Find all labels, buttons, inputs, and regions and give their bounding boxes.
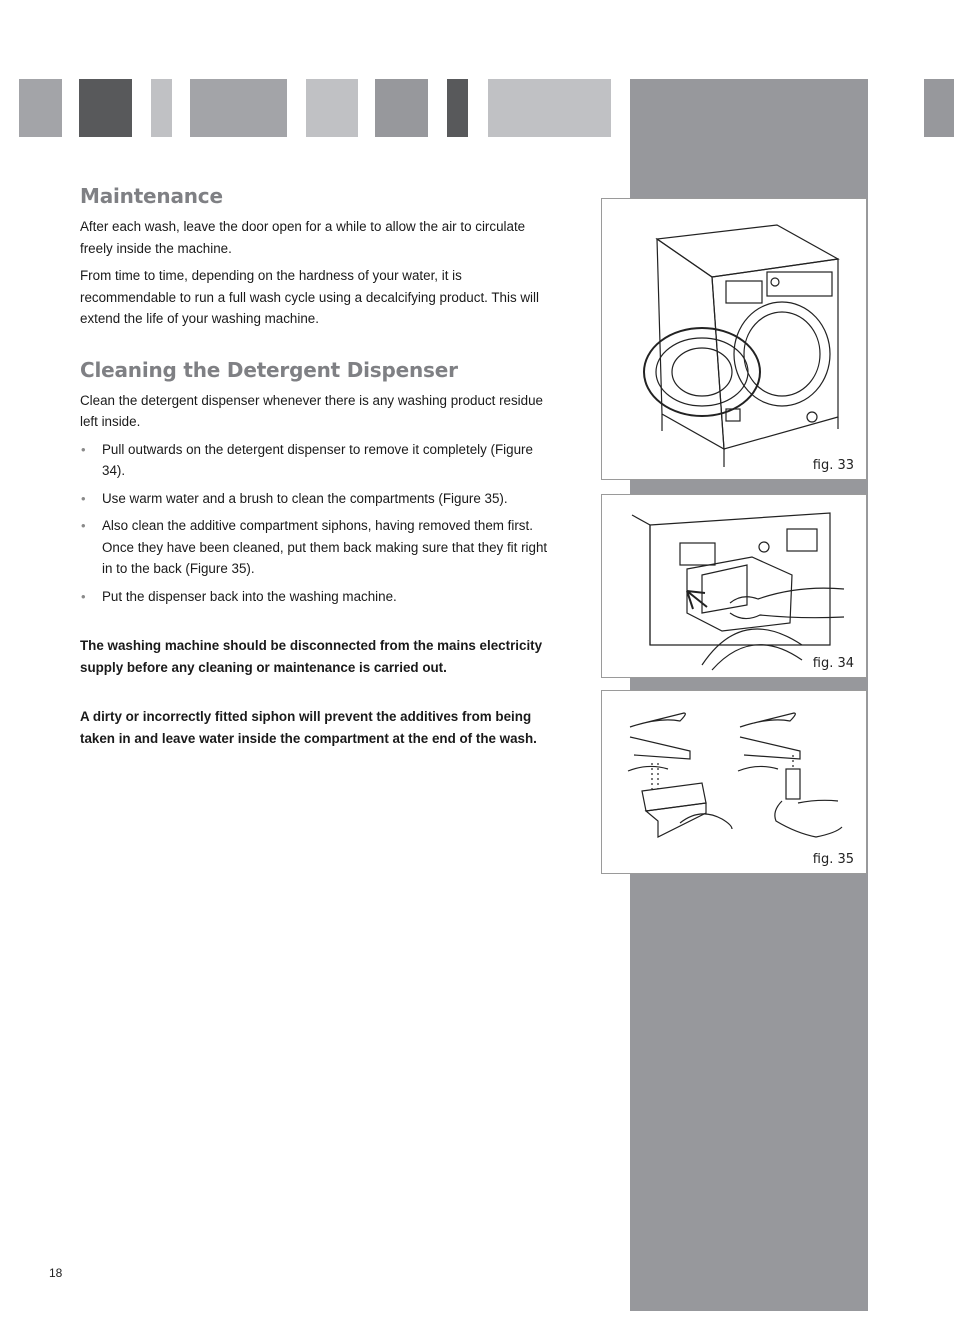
washing-machine-open-door-icon	[602, 199, 866, 479]
maintenance-paragraph-2: From time to time, depending on the hardness of your water, it is recommendable to run a full wash cycle using a decalcifying product. This will extend the life of your washing machine.	[80, 268, 539, 326]
cleaning-intro: Clean the detergent dispenser whenever there is any washing product residue left inside.	[80, 392, 544, 429]
maintenance-heading: Maintenance	[80, 184, 223, 208]
header-block-3	[151, 79, 172, 137]
list-item	[80, 439, 550, 482]
figure-33-caption: fig. 33	[812, 458, 854, 473]
list-item	[80, 488, 550, 510]
header-block-2	[79, 79, 132, 137]
bullet-icon: •	[81, 588, 86, 604]
list-item-text: Use warm water and a brush to clean the compartments (Figure 35).	[102, 490, 508, 506]
figure-34	[601, 494, 867, 678]
bullet-icon: •	[81, 490, 86, 506]
header-block-8	[488, 79, 611, 137]
header-block-7	[447, 79, 468, 137]
warning-siphon: A dirty or incorrectly fitted siphon will prevent the additives from being taken in and leave water inside the compartment at the end of the wash.	[80, 709, 537, 746]
cleaning-bullet-list	[80, 439, 550, 608]
list-item	[80, 586, 550, 608]
figure-35-caption: fig. 35	[812, 852, 854, 867]
figure-34-caption: fig. 34	[812, 656, 854, 671]
maintenance-paragraph-1: After each wash, leave the door open for a while to allow the air to circulate freely inside the machine.	[80, 219, 526, 256]
detergent-drawer-removal-icon	[602, 495, 866, 677]
bullet-icon: •	[81, 518, 86, 533]
list-item	[80, 515, 550, 580]
list-item-text: Put the dispenser back into the washing machine.	[102, 588, 397, 604]
header-block-5	[306, 79, 358, 137]
page-number: 18	[49, 1266, 63, 1280]
cleaning-heading: Cleaning the Detergent Dispenser	[80, 357, 458, 382]
header-block-4	[190, 79, 287, 137]
list-item-text: Also clean the additive compartment siphons, having removed them first. Once they have been cleaned, put them back making sure that they fit right in to the back (Figure 35).	[102, 518, 548, 576]
bullet-icon: •	[81, 441, 86, 457]
header-block-6	[375, 79, 428, 137]
figure-35	[601, 690, 867, 874]
rinsing-dispenser-and-siphon-icon	[602, 691, 866, 873]
header-block-9	[924, 79, 954, 137]
figure-33	[601, 198, 867, 480]
main-content	[80, 184, 550, 755]
warning-disconnect: The washing machine should be disconnected from the mains electricity supply before any cleaning or maintenance is carried out.	[80, 638, 543, 675]
header-block-1	[19, 79, 62, 137]
list-item-text: Pull outwards on the detergent dispenser to remove it completely (Figure 34).	[102, 441, 533, 478]
